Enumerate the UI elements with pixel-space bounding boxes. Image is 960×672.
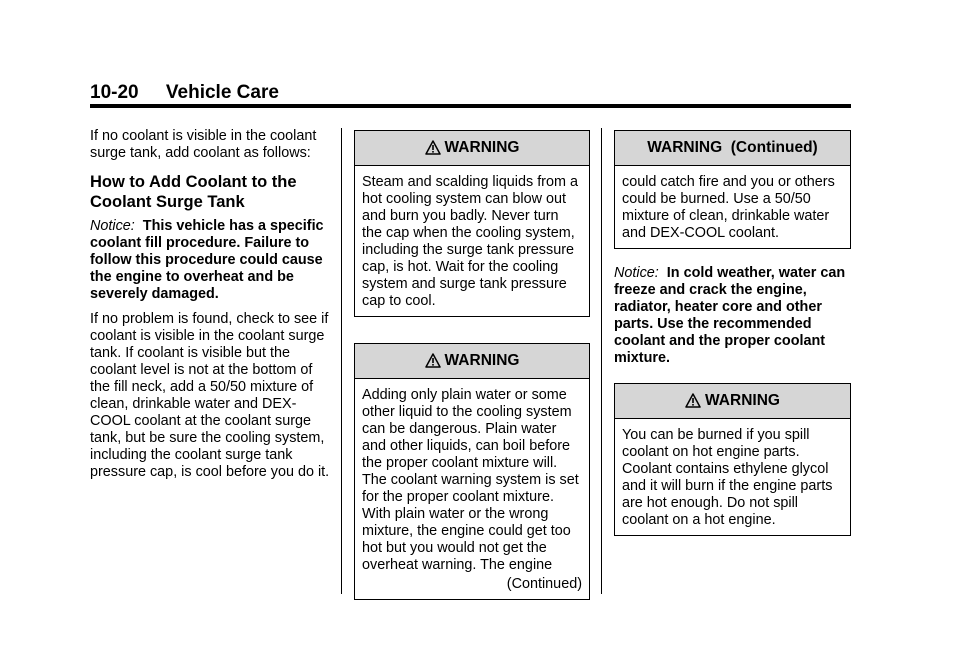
warning-header [355,344,589,379]
warning-text: Adding only plain water or some other liquid to the cooling system can be dangerous. Plain water and other liquids, can boil before the proper coolant mixture will. The coolant warning system is set for the proper coolant mixture. With plain water or the wrong mixture, the engine could get too hot but you would not get the overheat warning. The engine [362,387,579,573]
warning-box-burn [614,383,851,536]
warning-triangle-icon [685,393,701,408]
column-divider-1 [341,128,342,594]
warning-title: WARNING [444,139,520,156]
warning-text: You can be burned if you spill coolant on hot engine parts. Coolant contains ethylene glycol and it will burn if the engine parts are hot enough. Do not spill coolant on a hot engine. [622,427,833,528]
warning-triangle-icon [425,140,441,155]
notice-text: This vehicle has a specific coolant fill procedure. Failure to follow this procedure could cause the engine to overheat and be severely damaged. [90,218,324,302]
warning-text: Steam and scalding liquids from a hot cooling system can blow out and burn you badly. Never turn the cap when the cooling system, including the surge tank pressure cap, is hot. Wait for the cooling system and surge tank pressure cap to cool. [362,174,578,309]
warning-header [615,131,850,166]
warning-header [355,131,589,166]
page-number: 10-20 [90,82,139,103]
warning-header [615,384,850,419]
notice-label: Notice: [614,265,659,281]
warning-title: WARNING [444,352,520,369]
warning-text: could catch fire and you or others could be burned. Use a 50/50 mixture of clean, drinkable water and DEX-COOL coolant. [622,174,835,241]
warning-triangle-icon [425,353,441,368]
warning-title: WARNING (Continued) [647,139,818,156]
notice-2 [614,265,851,367]
intro-paragraph: If no coolant is visible in the coolant surge tank, add coolant as follows: [90,128,317,161]
notice-1 [90,218,335,303]
warning-box-continued [614,130,851,249]
warning-title: WARNING [705,392,780,409]
column-3 [614,130,851,562]
notice-text: In cold weather, water can freeze and crack the engine, radiator, heater core and other parts. Use the recommended coolant and the proper coolant mixture. [614,265,846,366]
column-2 [354,130,590,626]
section-title: Vehicle Care [165,82,279,103]
column-1 [90,128,335,489]
warning-box-steam [354,130,590,317]
body-paragraph: If no problem is found, check to see if coolant is visible in the coolant surge tank. If coolant is visible but the coolant level is not at the bottom of the fill neck, add a 50/50 mixture of clean, drinkable water and DEX-COOL coolant at the coolant surge tank, but be sure the cooling system, including the coolant surge tank pressure cap, is cool before you do it. [90,311,330,480]
column-divider-2 [601,128,602,594]
notice-label: Notice: [90,218,135,234]
warning-body [355,379,589,599]
header-rule [90,104,851,108]
section-heading: How to Add Coolant to the Coolant Surge Tank [90,173,297,211]
warning-box-plain-water [354,343,590,600]
continued-label: (Continued) [506,576,582,592]
page-header [90,82,279,104]
